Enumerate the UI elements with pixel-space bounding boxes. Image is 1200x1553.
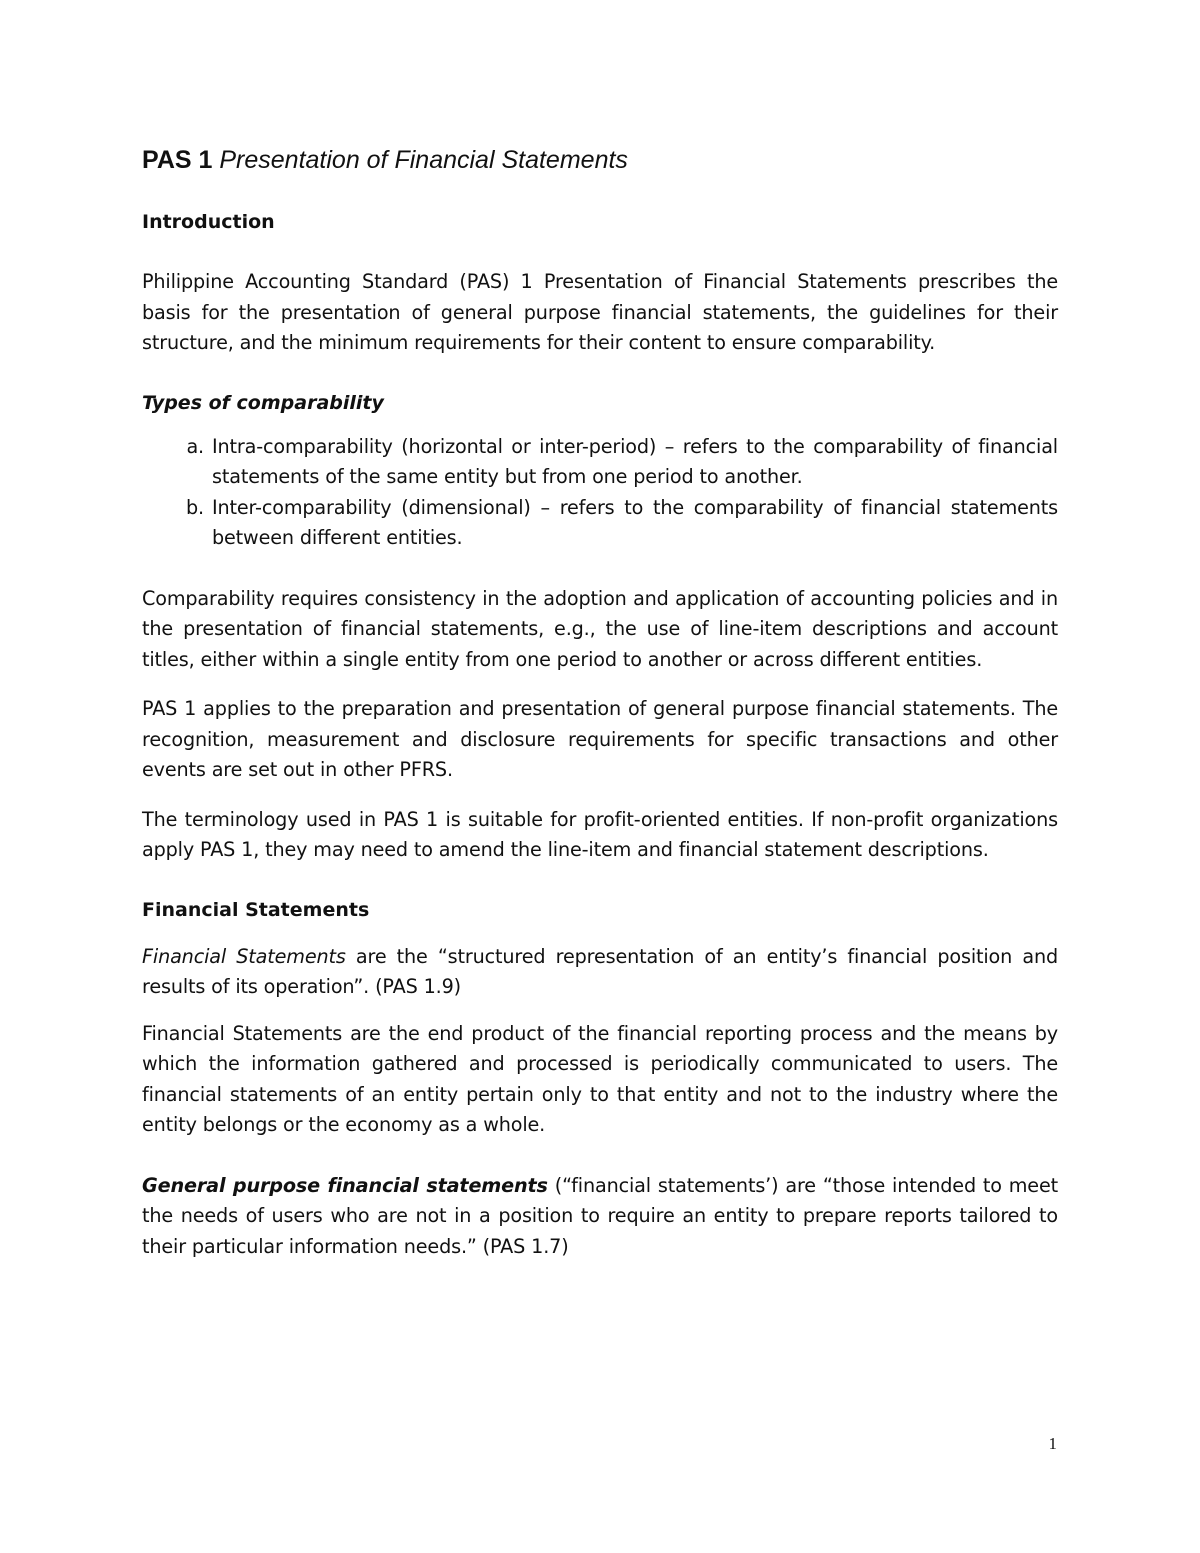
title-code: PAS 1 <box>142 146 213 174</box>
general-purpose-rest: (“financial statements’) are “those intended to meet the needs of users who are not in a position to require an entity to prepare reports tailored to their particular information needs.” (PAS 1.7) <box>142 1173 1058 1258</box>
terminology-paragraph: The terminology used in PAS 1 is suitable for profit-oriented entities. If non-profit organizations apply PAS 1, they may need to amend the line-item and financial statement descriptions. <box>142 807 1058 861</box>
list-marker: a. <box>186 434 204 458</box>
general-purpose-term: General purpose financial statements <box>142 1173 548 1197</box>
list-text: Intra-comparability (horizontal or inter-period) – refers to the comparability of financial statements of the same entity but from one period to another. <box>212 434 1058 488</box>
comparability-heading: Types of comparability <box>142 391 384 414</box>
comparability-paragraph: Comparability requires consistency in the adoption and application of accounting policies and in the presentation of financial statements, e.g., the use of line-item descriptions and account titles, either within a single entity from one period to another or across different entities. <box>142 586 1058 671</box>
list-marker: b. <box>186 495 204 519</box>
definition-term: Financial Statements <box>142 944 346 968</box>
general-purpose-paragraph <box>142 1171 1058 1263</box>
definition-paragraph <box>142 942 1058 1003</box>
definition-rest: are the “structured representation of an entity’s financial position and results of its operation”. (PAS 1.9) <box>142 944 1058 998</box>
end-product-paragraph: Financial Statements are the end product of the financial reporting process and the means by which the information gathered and processed is periodically communicated to users. The financial statements of an entity pertain only to that entity and not to the industry where the entity belongs or the economy as a whole. <box>142 1021 1058 1136</box>
title-name: Presentation of Financial Statements <box>219 146 628 174</box>
introduction-heading: Introduction <box>142 211 275 233</box>
comparability-list <box>142 432 1058 554</box>
page-number: 1 <box>1048 1434 1057 1453</box>
list-item <box>142 432 1058 493</box>
introduction-paragraph: Philippine Accounting Standard (PAS) 1 Presentation of Financial Statements prescribes the basis for the presentation of general purpose financial statements, the guidelines for their structure, and the minimum requirements for their content to ensure comparability. <box>142 270 1058 354</box>
scope-paragraph: PAS 1 applies to the preparation and presentation of general purpose financial statements. The recognition, measurement and disclosure requirements for specific transactions and other events are set out in other PFRS. <box>142 697 1058 781</box>
list-text: Inter-comparability (dimensional) – refers to the comparability of financial statements between different entities. <box>212 495 1058 549</box>
document-page <box>142 140 1058 1262</box>
financial-statements-heading: Financial Statements <box>142 898 370 921</box>
document-title <box>142 140 1058 180</box>
list-item <box>142 493 1058 554</box>
